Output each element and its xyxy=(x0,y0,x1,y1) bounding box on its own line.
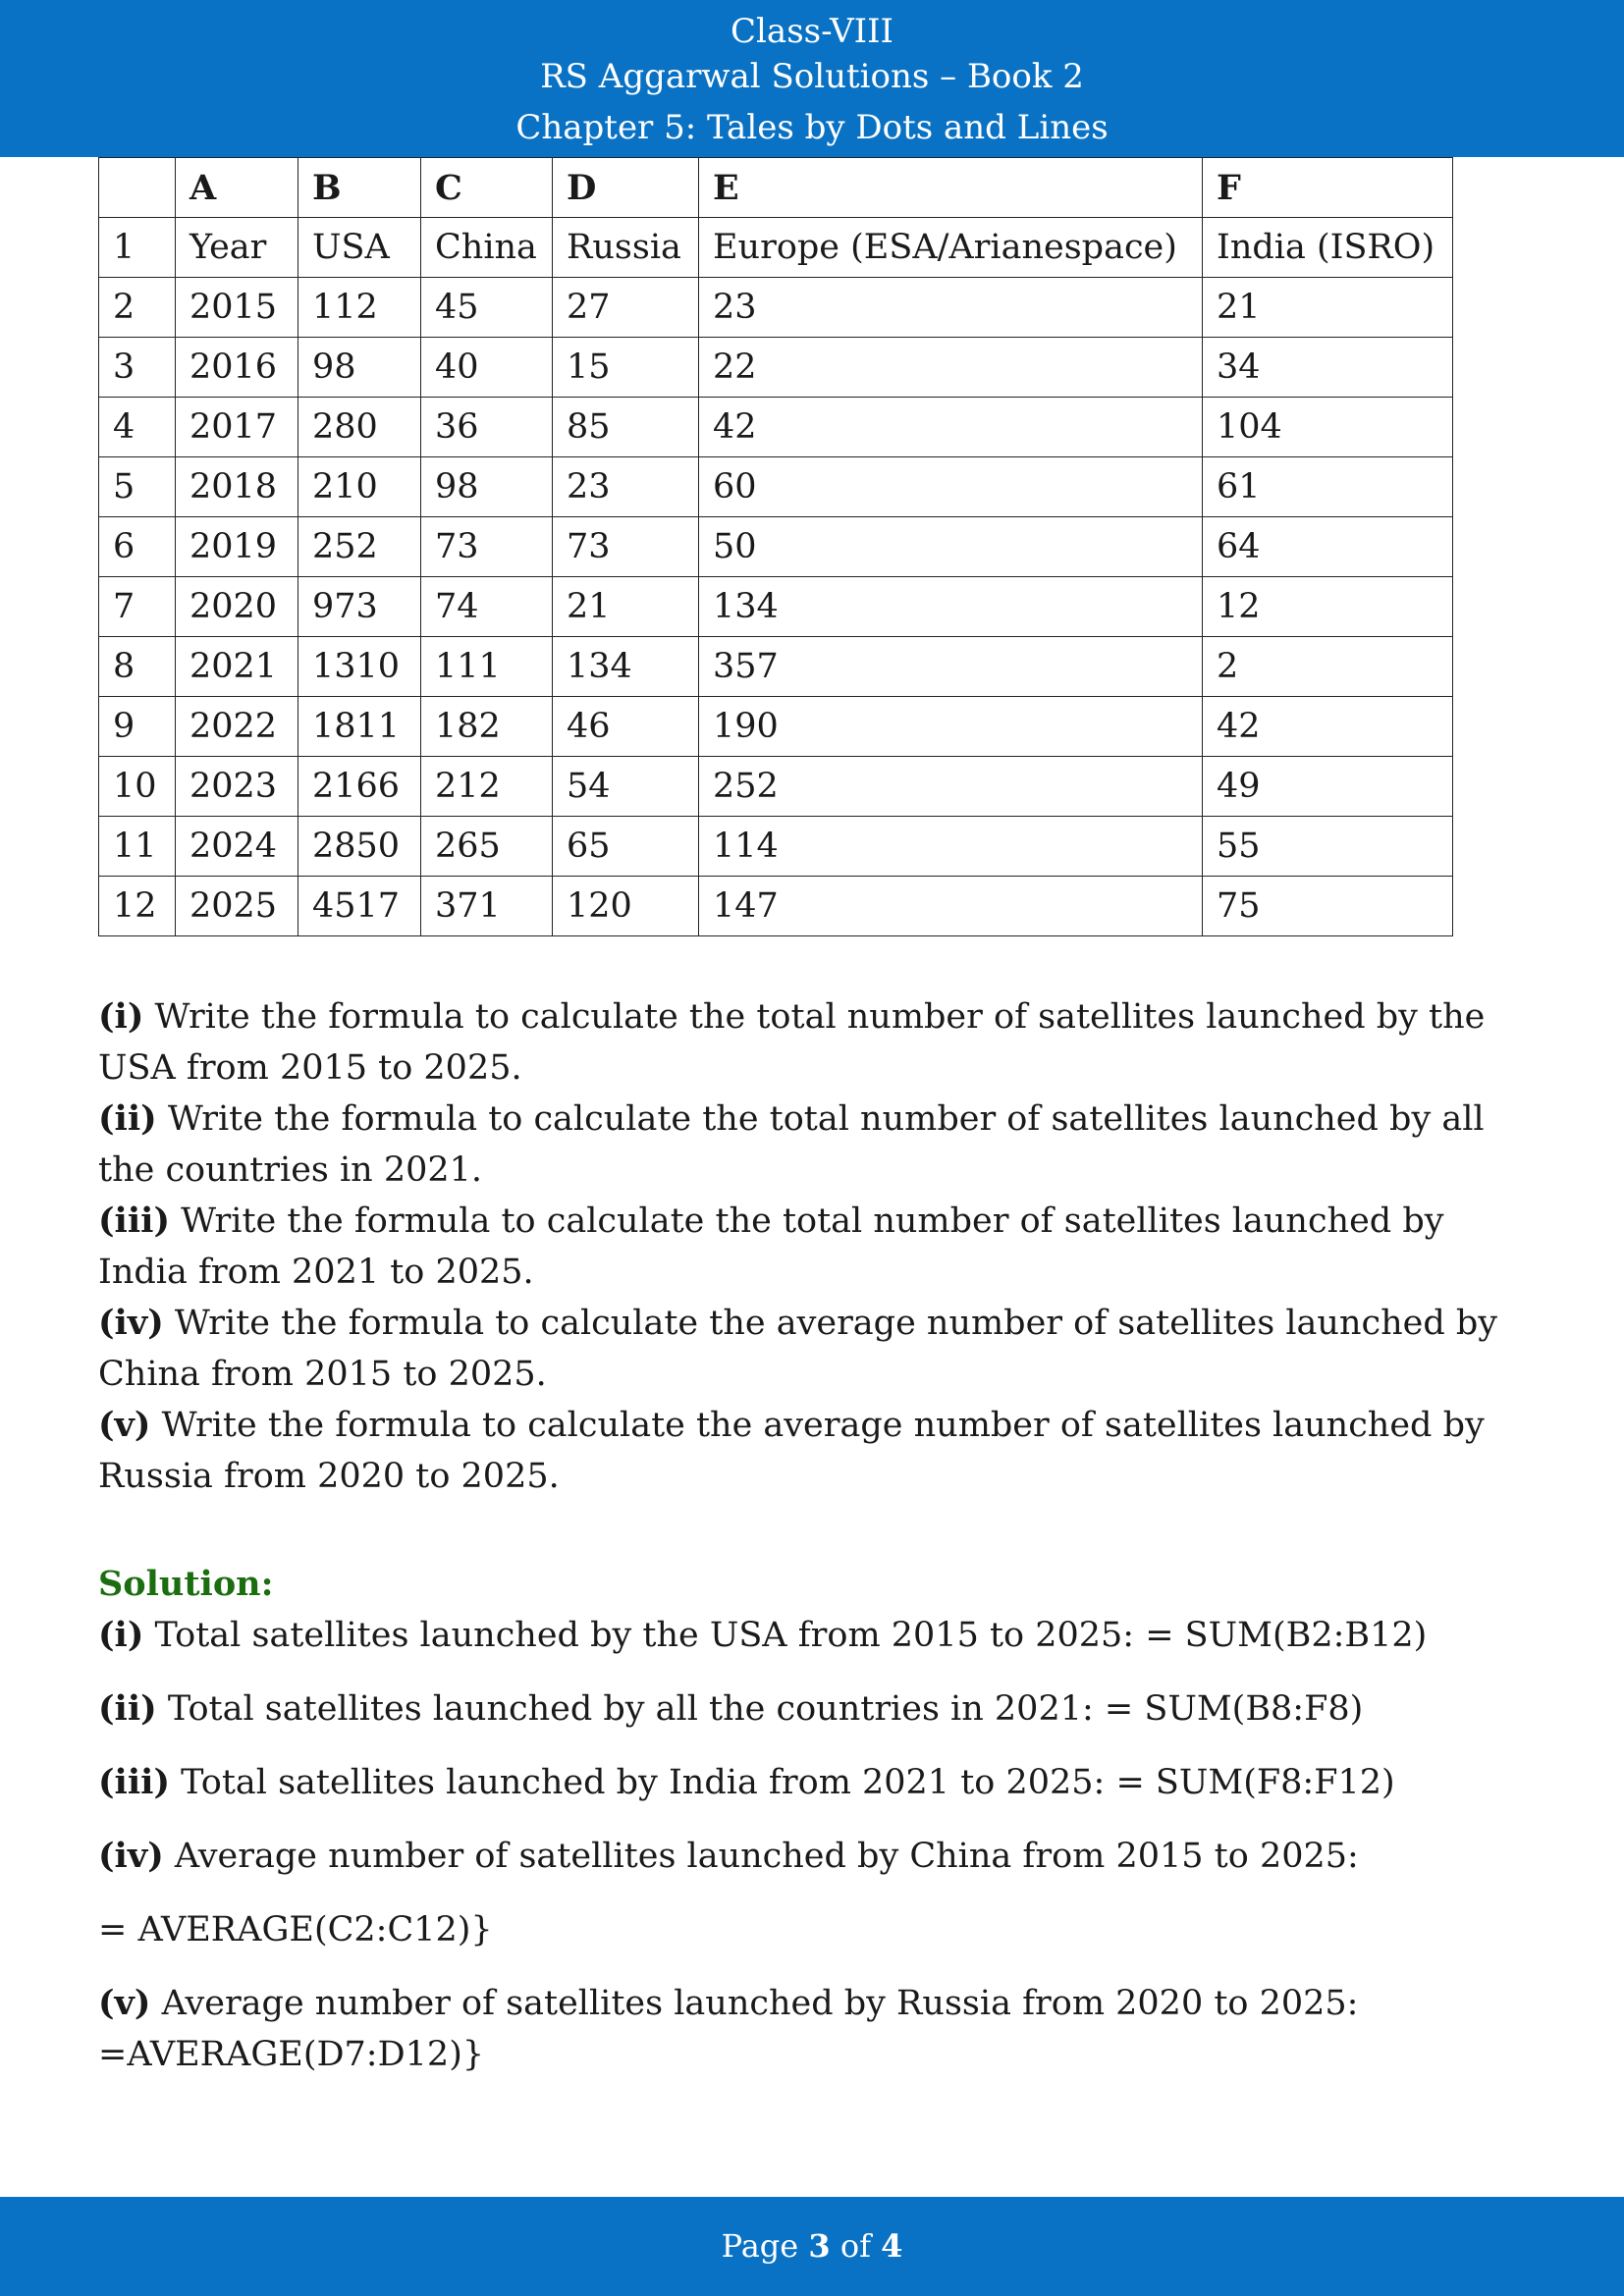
table-cell: 111 xyxy=(421,637,553,697)
table-row xyxy=(99,577,1453,637)
page-header xyxy=(0,0,1624,157)
question-label: (iii) xyxy=(98,1201,171,1241)
table-cell: 252 xyxy=(699,757,1203,817)
table-cell: 42 xyxy=(1203,697,1453,757)
table-cell: Russia xyxy=(553,218,699,278)
page-prefix: Page xyxy=(721,2227,809,2265)
table-cell: 12 xyxy=(1203,577,1453,637)
table-cell: 2023 xyxy=(176,757,298,817)
table-cell: 98 xyxy=(298,338,421,398)
table-cell: 27 xyxy=(553,278,699,338)
table-cell: 5 xyxy=(99,457,176,517)
table-cell: 61 xyxy=(1203,457,1453,517)
table-cell: 2016 xyxy=(176,338,298,398)
table-cell: 21 xyxy=(553,577,699,637)
answer-label: (v) xyxy=(98,1983,151,2023)
table-cell: 1 xyxy=(99,218,176,278)
table-cell: B xyxy=(298,158,421,218)
table-cell: 98 xyxy=(421,457,553,517)
table-cell: 49 xyxy=(1203,757,1453,817)
table-row xyxy=(99,637,1453,697)
table-cell: Year xyxy=(176,218,298,278)
table-cell: 6 xyxy=(99,517,176,577)
table-cell: 8 xyxy=(99,637,176,697)
question-iii xyxy=(98,1196,1532,1298)
table-cell: 210 xyxy=(298,457,421,517)
question-label: (ii) xyxy=(98,1098,157,1139)
table-cell: China xyxy=(421,218,553,278)
answer-iv xyxy=(98,1831,1359,1882)
table-cell: 280 xyxy=(298,398,421,457)
table-cell: 2015 xyxy=(176,278,298,338)
table-cell: 7 xyxy=(99,577,176,637)
table-cell: 64 xyxy=(1203,517,1453,577)
table-cell: 147 xyxy=(699,877,1203,936)
table-cell: 73 xyxy=(553,517,699,577)
table-cell: 10 xyxy=(99,757,176,817)
answer-text: Total satellites launched by all the countries in 2021: = SUM(B8:F8) xyxy=(156,1689,1364,1729)
page-total: 4 xyxy=(881,2227,903,2265)
table-cell: 22 xyxy=(699,338,1203,398)
question-iv xyxy=(98,1298,1532,1400)
header-book: RS Aggarwal Solutions – Book 2 xyxy=(540,57,1084,96)
table-cell: 42 xyxy=(699,398,1203,457)
question-list xyxy=(98,991,1532,1502)
table-cell: 75 xyxy=(1203,877,1453,936)
table-cell: 55 xyxy=(1203,817,1453,877)
table-cell: 4517 xyxy=(298,877,421,936)
table-cell: 120 xyxy=(553,877,699,936)
table-cell: 371 xyxy=(421,877,553,936)
answer-v-formula: =AVERAGE(D7:D12)} xyxy=(98,2035,485,2074)
column-letter-row xyxy=(99,158,1453,218)
table-row xyxy=(99,278,1453,338)
table-cell: USA xyxy=(298,218,421,278)
table-row xyxy=(99,218,1453,278)
question-label: (iv) xyxy=(98,1303,164,1343)
table-cell: India (ISRO) xyxy=(1203,218,1453,278)
answer-text: Total satellites launched by the USA from 2015 to 2025: = SUM(B2:B12) xyxy=(143,1616,1428,1655)
question-label: (i) xyxy=(98,996,144,1037)
table-cell: 182 xyxy=(421,697,553,757)
table-cell: 1811 xyxy=(298,697,421,757)
table-cell: 212 xyxy=(421,757,553,817)
answer-text: Average number of satellites launched by Russia from 2020 to 2025: xyxy=(150,1984,1359,2023)
table-cell: C xyxy=(421,158,553,218)
table-cell: A xyxy=(176,158,298,218)
page-of: of xyxy=(830,2227,882,2265)
answer-ii xyxy=(98,1683,1363,1735)
question-text: Write the formula to calculate the total number of satellites launched by India from 2021 to 2025. xyxy=(98,1201,1444,1292)
table-cell: 4 xyxy=(99,398,176,457)
answer-iii xyxy=(98,1757,1395,1808)
table-row xyxy=(99,398,1453,457)
table-cell: Europe (ESA/Arianespace) xyxy=(699,218,1203,278)
question-text: Write the formula to calculate the average number of satellites launched by Russia from 2020 to 2025. xyxy=(98,1406,1485,1496)
table-row xyxy=(99,877,1453,936)
table-cell: 46 xyxy=(553,697,699,757)
table-cell: 54 xyxy=(553,757,699,817)
table-cell: 2025 xyxy=(176,877,298,936)
table-row xyxy=(99,457,1453,517)
table-cell: 2 xyxy=(99,278,176,338)
question-text: Write the formula to calculate the total number of satellites launched by all the countries in 2021. xyxy=(98,1099,1485,1190)
table-cell: E xyxy=(699,158,1203,218)
table-cell: 2018 xyxy=(176,457,298,517)
table-cell: F xyxy=(1203,158,1453,218)
table-cell: 9 xyxy=(99,697,176,757)
table-row xyxy=(99,817,1453,877)
table-cell: 34 xyxy=(1203,338,1453,398)
table-cell: 973 xyxy=(298,577,421,637)
question-text: Write the formula to calculate the average number of satellites launched by China from 2015 to 2025. xyxy=(98,1304,1498,1394)
table-cell: 36 xyxy=(421,398,553,457)
table-cell: D xyxy=(553,158,699,218)
question-label: (v) xyxy=(98,1405,151,1445)
table-cell: 11 xyxy=(99,817,176,877)
table-cell: 134 xyxy=(699,577,1203,637)
table-row xyxy=(99,517,1453,577)
table-cell: 23 xyxy=(553,457,699,517)
table-cell: 15 xyxy=(553,338,699,398)
table-cell: 252 xyxy=(298,517,421,577)
table-row xyxy=(99,338,1453,398)
table-cell: 2850 xyxy=(298,817,421,877)
table-cell: 50 xyxy=(699,517,1203,577)
answer-iv-formula: = AVERAGE(C2:C12)} xyxy=(98,1910,493,1949)
table-cell: 2019 xyxy=(176,517,298,577)
table-cell: 21 xyxy=(1203,278,1453,338)
table-cell: 265 xyxy=(421,817,553,877)
table-cell: 2024 xyxy=(176,817,298,877)
table-cell: 357 xyxy=(699,637,1203,697)
answer-text: Total satellites launched by India from 2021 to 2025: = SUM(F8:F12) xyxy=(170,1763,1395,1802)
table-cell: 45 xyxy=(421,278,553,338)
table-cell: 114 xyxy=(699,817,1203,877)
page-footer xyxy=(0,2197,1624,2296)
table-cell: 112 xyxy=(298,278,421,338)
answer-v xyxy=(98,1978,1358,2029)
page-number: 3 xyxy=(808,2227,831,2265)
table-cell: 85 xyxy=(553,398,699,457)
table-cell: 23 xyxy=(699,278,1203,338)
answer-i xyxy=(98,1610,1427,1661)
table-cell: 3 xyxy=(99,338,176,398)
table-cell: 104 xyxy=(1203,398,1453,457)
answer-label: (ii) xyxy=(98,1688,157,1729)
table-cell: 2017 xyxy=(176,398,298,457)
table-row xyxy=(99,697,1453,757)
table-cell: 40 xyxy=(421,338,553,398)
table-cell: 73 xyxy=(421,517,553,577)
answer-label: (i) xyxy=(98,1615,144,1655)
spreadsheet-table xyxy=(98,157,1453,936)
table-cell: 12 xyxy=(99,877,176,936)
table-cell: 2022 xyxy=(176,697,298,757)
table-cell: 2166 xyxy=(298,757,421,817)
table-cell: 74 xyxy=(421,577,553,637)
question-i xyxy=(98,991,1532,1094)
answer-text: Average number of satellites launched by China from 2015 to 2025: xyxy=(163,1837,1359,1876)
table-cell: 190 xyxy=(699,697,1203,757)
table-cell: 134 xyxy=(553,637,699,697)
table-cell: 2021 xyxy=(176,637,298,697)
solution-title: Solution: xyxy=(98,1564,274,1604)
answer-label: (iv) xyxy=(98,1836,164,1876)
table-cell: 65 xyxy=(553,817,699,877)
table-cell: 2020 xyxy=(176,577,298,637)
answer-label: (iii) xyxy=(98,1762,171,1802)
header-class: Class-VIII xyxy=(731,12,893,51)
table-cell xyxy=(99,158,176,218)
table-row xyxy=(99,757,1453,817)
table-cell: 1310 xyxy=(298,637,421,697)
header-chapter: Chapter 5: Tales by Dots and Lines xyxy=(515,108,1109,147)
question-text: Write the formula to calculate the total number of satellites launched by the USA from 2015 to 2025. xyxy=(98,997,1486,1088)
question-v xyxy=(98,1400,1532,1502)
table-cell: 60 xyxy=(699,457,1203,517)
question-ii xyxy=(98,1094,1532,1196)
table-cell: 2 xyxy=(1203,637,1453,697)
